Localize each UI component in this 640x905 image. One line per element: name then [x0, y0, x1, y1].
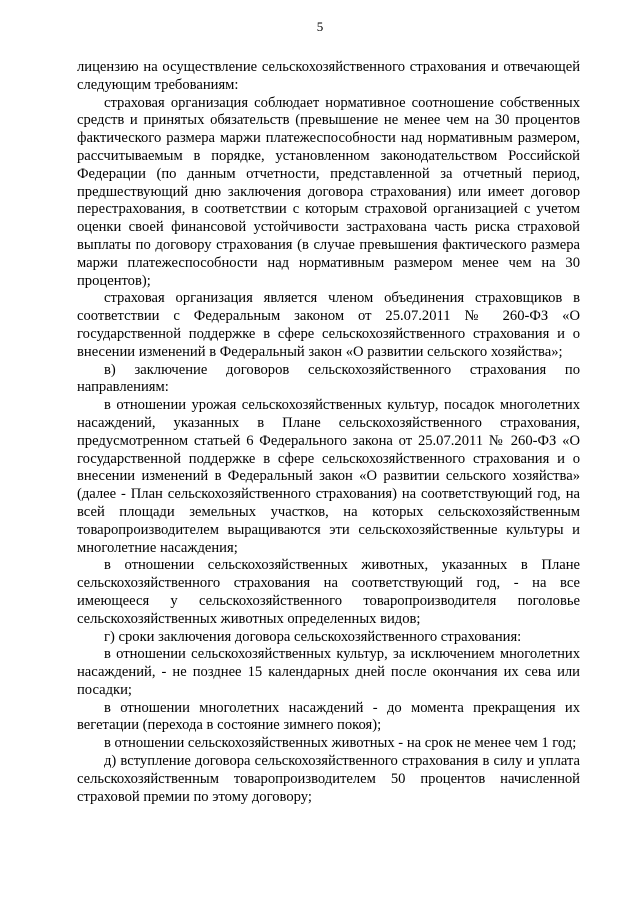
paragraph-5: в отношении урожая сельскохозяйственных культур, посадок многолетних насаждений, указанных в Плане сельскохозяйственного страхования, предусмотренном статьей 6 Федерального закона от 25.07.2011 № 260-ФЗ «О государственной поддержке в сфере сельскохозяйственного страхования и о внесении изменений в Федеральный закон «О развитии сельского хозяйства» (далее - План сельскохозяйственного страхования) на соответствующий год, на всей площади земельных участков, на которых сельскохозяйственным товаропроизводителем выращиваются эти сельскохозяйственные культуры и многолетние насаждения; [77, 397, 580, 556]
document-body [77, 59, 580, 806]
paragraph-2: страховая организация соблюдает нормативное соотношение собственных средств и принятых обязательств (превышение не менее чем на 30 процентов фактического размера маржи платежеспособности над нормативным размером, рассчитываемым в порядке, установленном законодательством Российской Федерации (по данным отчетности, представленной за отчетный период, предшествующий дню заключения договора страхования) или имеет договор перестрахования, в соответствии с которым страховой организацией с учетом оценки своей финансовой устойчивости застрахована часть риска страховой выплаты по договору страхования (в случае превышения фактического размера маржи платежеспособности над нормативным размером менее чем на 30 процентов); [77, 94, 580, 289]
paragraph-11: д) вступление договора сельскохозяйственного страхования в силу и уплата сельскохозяйственным товаропроизводителем 50 процентов начисленной страховой премии по этому договору; [77, 753, 580, 805]
paragraph-6: в отношении сельскохозяйственных животных, указанных в Плане сельскохозяйственного страхования на соответствующий год, - на все имеющееся у сельскохозяйственного товаропроизводителя поголовье сельскохозяйственных животных определенных видов; [77, 557, 580, 627]
paragraph-3: страховая организация является членом объединения страховщиков в соответствии с Федеральным законом от 25.07.2011 № 260-ФЗ «О государственной поддержке в сфере сельскохозяйственного страхования и о внесении изменений в Федеральный закон «О развитии сельского хозяйства»; [77, 290, 580, 360]
paragraph-4: в) заключение договоров сельскохозяйственного страхования по направлениям: [77, 361, 580, 396]
paragraph-1: лицензию на осуществление сельскохозяйственного страхования и отвечающей следующим требованиям: [77, 59, 580, 93]
paragraph-7: г) сроки заключения договора сельскохозяйственного страхования: [104, 628, 522, 645]
paragraph-10: в отношении сельскохозяйственных животных - на срок не менее чем 1 год; [104, 735, 577, 752]
paragraph-9: в отношении многолетних насаждений - до момента прекращения их вегетации (перехода в состояние зимнего покоя); [77, 699, 580, 734]
paragraph-8: в отношении сельскохозяйственных культур, за исключением многолетних насаждений, - не позднее 15 календарных дней после окончания их сева или посадки; [77, 646, 580, 698]
page-number: 5 [316, 19, 324, 34]
